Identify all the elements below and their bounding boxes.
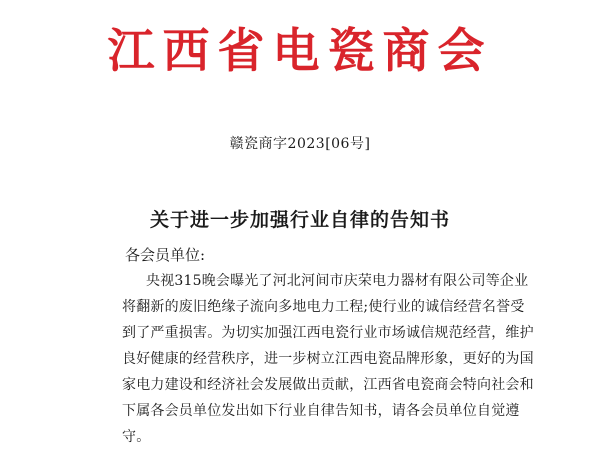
body-paragraph-line: 守。 [122, 429, 151, 445]
body-paragraph-line: 到了严重损害。为切实加强江西电瓷行业市场诚信规范经营，维护 [122, 325, 534, 341]
body-paragraph-line: 下属各会员单位发出如下行业自律告知书，请各会员单位自觉遵 [122, 403, 520, 419]
letterhead-organization-title: 江西省电瓷商会 [107, 24, 493, 79]
header-divider-rule [0, 176, 600, 177]
document-number: 赣瓷商字2023[06号] [229, 136, 371, 152]
body-paragraph-line: 良好健康的经营秩序，进一步树立江西电瓷品牌形象，更好的为国 [122, 351, 534, 367]
body-paragraph-line: 家电力建设和经济社会发展做出贡献，江西省电瓷商会特向社会和 [122, 377, 534, 393]
letterhead-red-rule [0, 98, 600, 100]
body-paragraph-line: 将翻新的废旧绝缘子流向多地电力工程;使行业的诚信经营名誉受 [122, 299, 525, 315]
salutation: 各会员单位: [125, 246, 206, 264]
notice-title: 关于进一步加强行业自律的告知书 [149, 209, 450, 231]
body-paragraph-line: 央视315晚会曝光了河北河间市庆荣电力器材有限公司等企业 [146, 273, 529, 289]
